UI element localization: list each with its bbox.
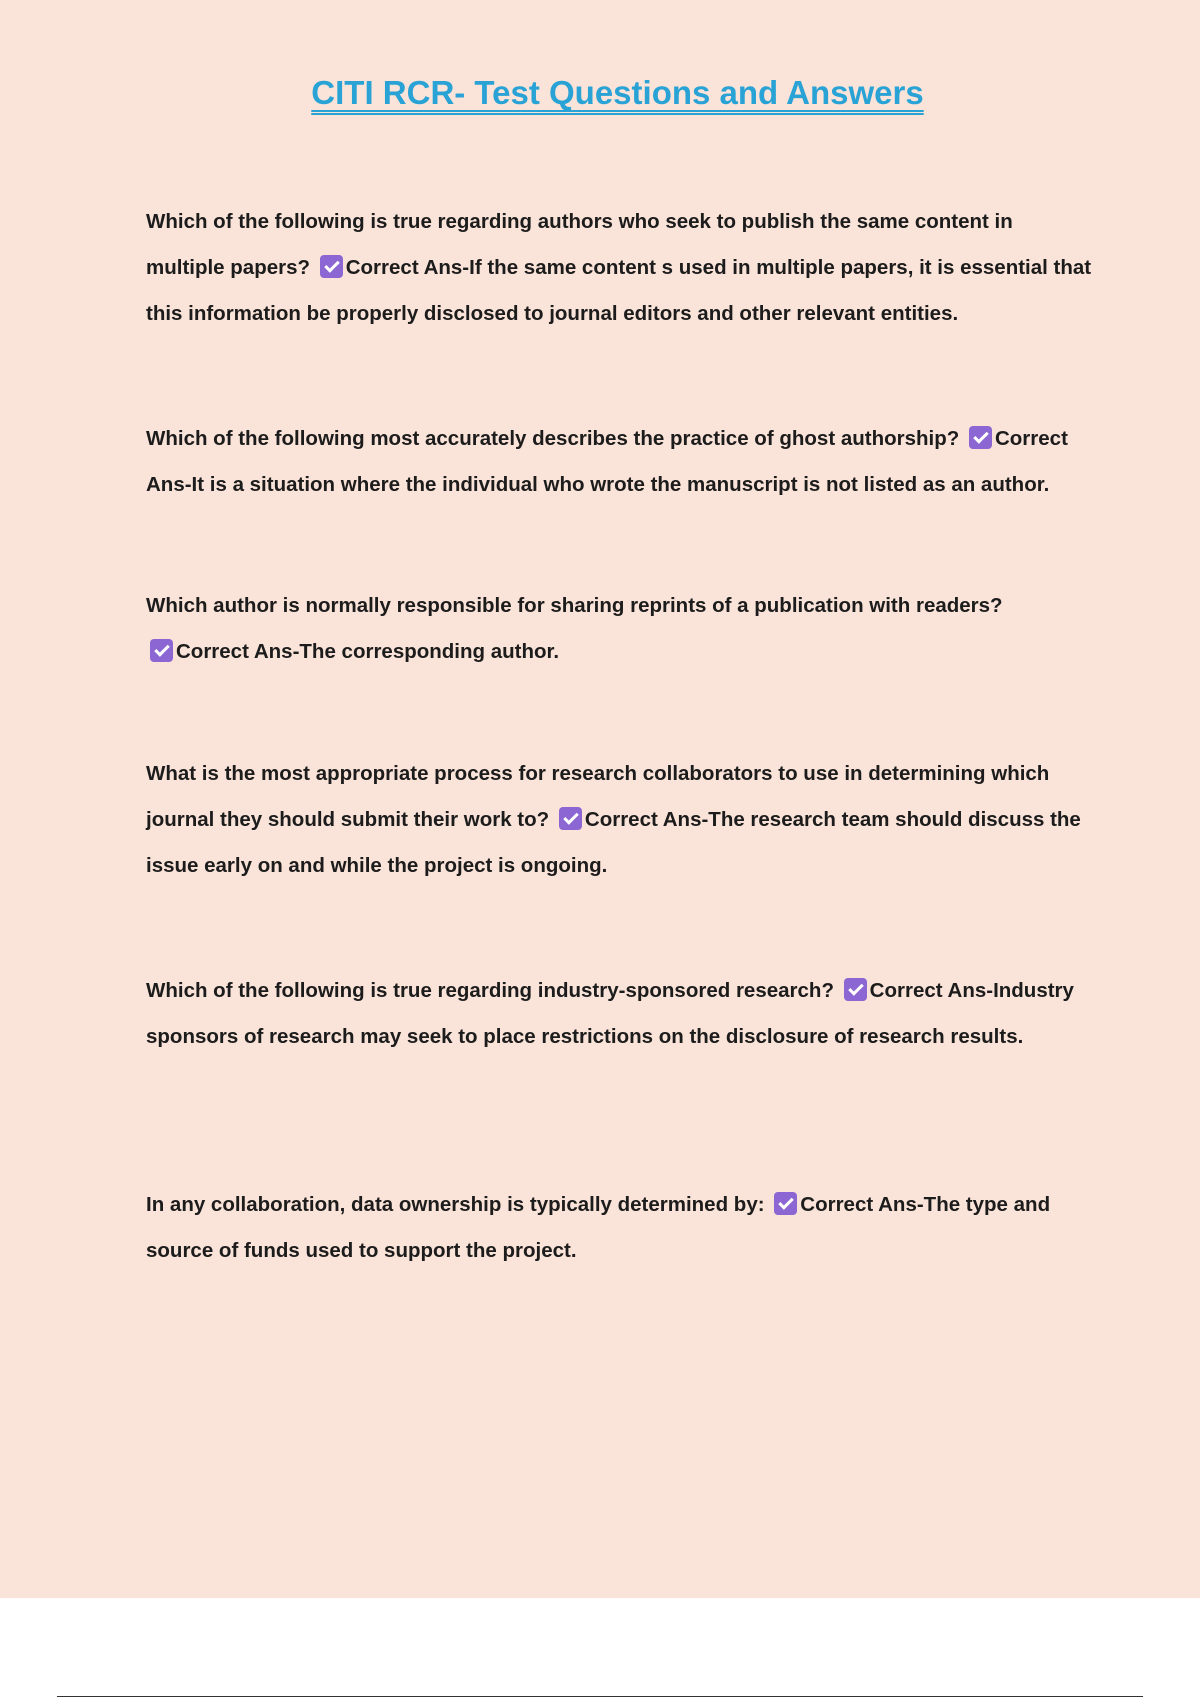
checkbox-icon [774, 1192, 797, 1215]
checkbox-icon [559, 807, 582, 830]
checkbox-icon [844, 978, 867, 1001]
document-title: CITI RCR- Test Questions and Answers [311, 74, 924, 111]
qa-item [146, 199, 1096, 337]
question-text: Which of the following is true regarding authors who seek to publish the same content in multiple papers? [146, 210, 1013, 279]
footer-divider [57, 1696, 1143, 1697]
answer-text: Correct Ans-It is a situation where the individual who wrote the manuscript is not listed as an author. [146, 427, 1068, 496]
checkbox-icon [150, 639, 173, 662]
answer-text: Correct Ans-Industry sponsors of research may seek to place restrictions on the disclosure of research results. [146, 979, 1074, 1048]
answer-text: Correct Ans-The research team should discuss the issue early on and while the project is ongoing. [146, 808, 1081, 877]
question-text: Which of the following most accurately describes the practice of ghost authorship? [146, 427, 960, 450]
answer-text: Correct Ans-If the same content s used in multiple papers, it is essential that this information be properly disclosed to journal editors and other relevant entities. [146, 256, 1092, 325]
qa-item [146, 751, 1096, 889]
qa-item [146, 583, 1096, 675]
checkbox-icon [969, 426, 992, 449]
question-text: Which author is normally responsible for sharing reprints of a publication with readers? [146, 594, 1003, 617]
answer-text: Correct Ans-The type and source of funds used to support the project. [146, 1193, 1051, 1262]
question-text: Which of the following is true regarding industry-sponsored research? [146, 979, 834, 1002]
answer-text: Correct Ans-The corresponding author. [176, 640, 560, 663]
question-text: What is the most appropriate process for research collaborators to use in determining which journal they should submit their work to? [146, 762, 1050, 831]
qa-item [146, 968, 1096, 1060]
question-text: In any collaboration, data ownership is typically determined by: [146, 1193, 765, 1216]
qa-item [146, 1182, 1096, 1274]
checkbox-icon [320, 255, 343, 278]
qa-item [146, 416, 1096, 508]
